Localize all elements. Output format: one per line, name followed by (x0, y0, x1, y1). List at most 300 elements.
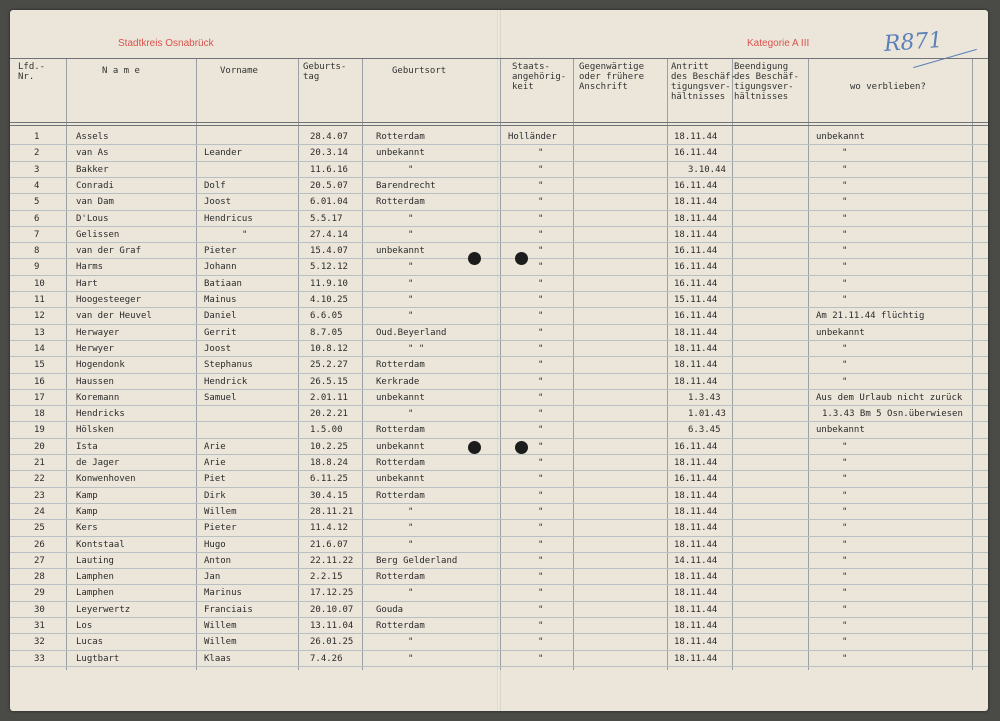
row-verblieben: unbekannt (816, 328, 865, 338)
row-geburtstag: 20.3.14 (310, 148, 348, 158)
row-antritt: 18.11.44 (674, 230, 718, 240)
row-staat: " (538, 214, 544, 224)
row-geburtsort: Rotterdam (376, 491, 425, 501)
row-name: Hart (76, 279, 98, 289)
row-number: 6 (34, 214, 40, 224)
row-geburtsort: Rotterdam (376, 360, 425, 370)
row-vorname: Hendricus (204, 214, 253, 224)
row-staat: " (538, 588, 544, 598)
row-antritt: 16.11.44 (674, 181, 718, 191)
row-name: Lamphen (76, 588, 114, 598)
row-antritt: 1.3.43 (688, 393, 721, 403)
row-geburtsort: " (408, 588, 414, 598)
row-geburtstag: 30.4.15 (310, 491, 348, 501)
row-name: Lamphen (76, 572, 114, 582)
row-number: 24 (34, 507, 45, 517)
archive-stamp: R871 (883, 27, 944, 58)
row-name: van der Heuvel (76, 311, 152, 321)
row-verblieben: " (842, 523, 848, 533)
row-geburtsort: Oud.Beyerland (376, 328, 447, 338)
row-vorname: Franciais (204, 605, 253, 615)
row-number: 26 (34, 540, 45, 550)
row-antritt: 18.11.44 (674, 507, 718, 517)
row-number: 25 (34, 523, 45, 533)
row-verblieben: " (842, 621, 848, 631)
row-number: 18 (34, 409, 45, 419)
column-divider (196, 58, 197, 670)
row-verblieben: " (842, 214, 848, 224)
row-name: Kamp (76, 507, 98, 517)
row-name: Hendricks (76, 409, 125, 419)
row-verblieben: " (842, 588, 848, 598)
row-geburtsort: Rotterdam (376, 572, 425, 582)
row-staat: " (538, 328, 544, 338)
row-geburtsort: Gouda (376, 605, 404, 615)
row-geburtstag: 17.12.25 (310, 588, 354, 598)
row-antritt: 16.11.44 (674, 262, 718, 272)
row-number: 13 (34, 328, 45, 338)
row-geburtstag: 21.6.07 (310, 540, 348, 550)
row-geburtsort: Berg Gelderland (376, 556, 458, 566)
row-vorname: Dolf (204, 181, 226, 191)
row-vorname: Willem (204, 621, 237, 631)
row-rule (10, 568, 988, 569)
row-staat: " (538, 523, 544, 533)
row-number: 19 (34, 425, 45, 435)
row-antritt: 1.01.43 (688, 409, 726, 419)
punch-hole (515, 441, 528, 454)
row-geburtsort: Kerkrade (376, 377, 420, 387)
row-name: Hogendonk (76, 360, 125, 370)
row-rule (10, 584, 988, 585)
row-geburtstag: 11.9.10 (310, 279, 348, 289)
row-number: 4 (34, 181, 40, 191)
col-header-anschrift: Gegenwärtige oder frühere Anschrift (579, 62, 645, 92)
row-geburtsort: unbekannt (376, 148, 425, 158)
col-header-lfd: Lfd.- Nr. (18, 62, 46, 82)
row-number: 21 (34, 458, 45, 468)
row-geburtsort: " (408, 637, 414, 647)
row-antritt: 15.11.44 (674, 295, 718, 305)
row-antritt: 18.11.44 (674, 621, 718, 631)
row-number: 15 (34, 360, 45, 370)
row-rule (10, 389, 988, 390)
row-geburtsort: " (408, 311, 414, 321)
row-verblieben: " (842, 165, 848, 175)
row-rule (10, 275, 988, 276)
row-staat: " (538, 262, 544, 272)
row-rule (10, 633, 988, 634)
header-left: Stadtkreis Osnabrück (118, 38, 214, 49)
row-geburtsort: " (408, 165, 414, 175)
row-geburtstag: 2.01.11 (310, 393, 348, 403)
row-staat: " (538, 442, 544, 452)
row-verblieben: " (842, 148, 848, 158)
row-number: 8 (34, 246, 40, 256)
row-rule (10, 193, 988, 194)
row-staat: " (538, 344, 544, 354)
row-antritt: 18.11.44 (674, 377, 718, 387)
row-number: 7 (34, 230, 40, 240)
row-vorname: Joost (204, 344, 232, 354)
row-geburtstag: 6.01.04 (310, 197, 348, 207)
row-verblieben: " (842, 556, 848, 566)
row-antritt: 16.11.44 (674, 311, 718, 321)
row-rule (10, 291, 988, 292)
row-number: 23 (34, 491, 45, 501)
row-vorname: Pieter (204, 246, 237, 256)
row-rule (10, 226, 988, 227)
row-number: 29 (34, 588, 45, 598)
row-verblieben: " (842, 344, 848, 354)
row-verblieben: " (842, 491, 848, 501)
row-geburtsort: unbekannt (376, 246, 425, 256)
row-geburtsort: unbekannt (376, 474, 425, 484)
row-geburtstag: 18.8.24 (310, 458, 348, 468)
row-geburtsort: Rotterdam (376, 132, 425, 142)
row-staat: " (538, 507, 544, 517)
row-verblieben: unbekannt (816, 132, 865, 142)
row-staat: " (538, 540, 544, 550)
col-header-beendigung: Beendigung des Beschäf- tigungsver- hältnisses (734, 62, 800, 102)
row-number: 2 (34, 148, 40, 158)
row-rule (10, 340, 988, 341)
row-geburtsort: Rotterdam (376, 621, 425, 631)
row-name: Hölsken (76, 425, 114, 435)
col-header-verblieben: wo verblieben? (850, 82, 926, 92)
row-geburtsort: unbekannt (376, 393, 425, 403)
row-vorname: Samuel (204, 393, 237, 403)
row-verblieben: " (842, 197, 848, 207)
row-rule (10, 454, 988, 455)
row-staat: " (538, 654, 544, 664)
row-antritt: 18.11.44 (674, 588, 718, 598)
row-antritt: 18.11.44 (674, 572, 718, 582)
row-geburtsort: unbekannt (376, 442, 425, 452)
row-vorname: Willem (204, 637, 237, 647)
row-staat: " (538, 246, 544, 256)
row-vorname: Stephanus (204, 360, 253, 370)
row-staat: " (538, 409, 544, 419)
row-number: 32 (34, 637, 45, 647)
row-verblieben: " (842, 637, 848, 647)
row-vorname: Anton (204, 556, 232, 566)
col-header-geburtsort: Geburtsort (392, 66, 447, 76)
row-geburtsort: " (408, 295, 414, 305)
row-antritt: 18.11.44 (674, 197, 718, 207)
column-divider (573, 58, 574, 670)
row-rule (10, 373, 988, 374)
row-geburtsort: " (408, 262, 414, 272)
row-geburtsort: Rotterdam (376, 458, 425, 468)
row-geburtstag: 4.10.25 (310, 295, 348, 305)
row-name: Bakker (76, 165, 109, 175)
row-number: 10 (34, 279, 45, 289)
row-number: 3 (34, 165, 40, 175)
row-name: Leyerwertz (76, 605, 131, 615)
row-rule (10, 242, 988, 243)
row-vorname: Hendrick (204, 377, 248, 387)
row-vorname: Joost (204, 197, 232, 207)
row-staat: " (538, 295, 544, 305)
row-name: Herwyer (76, 344, 114, 354)
row-geburtstag: 8.7.05 (310, 328, 343, 338)
row-number: 1 (34, 132, 40, 142)
row-verblieben: " (842, 262, 848, 272)
row-geburtstag: 20.10.07 (310, 605, 354, 615)
row-geburtstag: 13.11.04 (310, 621, 354, 631)
row-verblieben: " (842, 279, 848, 289)
row-antritt: 16.11.44 (674, 148, 718, 158)
row-geburtstag: 15.4.07 (310, 246, 348, 256)
row-rule (10, 177, 988, 178)
row-geburtstag: 6.6.05 (310, 311, 343, 321)
row-staat: " (538, 425, 544, 435)
row-staat: " (538, 491, 544, 501)
row-name: Lugtbart (76, 654, 120, 664)
row-geburtsort: " (408, 214, 414, 224)
row-antritt: 18.11.44 (674, 605, 718, 615)
row-name: D'Lous (76, 214, 109, 224)
row-name: Hoogesteeger (76, 295, 142, 305)
row-antritt: 18.11.44 (674, 540, 718, 550)
row-verblieben: " (842, 458, 848, 468)
row-staat: Holländer (508, 132, 557, 142)
row-staat: " (538, 474, 544, 484)
row-geburtsort: " (408, 523, 414, 533)
row-verblieben: Aus dem Urlaub nicht zurück (816, 393, 963, 403)
row-rule (10, 161, 988, 162)
row-antritt: 16.11.44 (674, 442, 718, 452)
row-vorname: Klaas (204, 654, 232, 664)
row-rule (10, 552, 988, 553)
row-name: Ista (76, 442, 98, 452)
row-number: 20 (34, 442, 45, 452)
row-staat: " (538, 556, 544, 566)
row-verblieben: " (842, 572, 848, 582)
row-rule (10, 617, 988, 618)
row-geburtstag: 2.2.15 (310, 572, 343, 582)
row-verblieben: " (842, 654, 848, 664)
row-verblieben: " (842, 474, 848, 484)
row-verblieben: 1.3.43 Bm 5 Osn.überwiesen (822, 409, 963, 419)
row-name: Konwenhoven (76, 474, 136, 484)
row-staat: " (538, 605, 544, 615)
row-number: 30 (34, 605, 45, 615)
column-divider (732, 58, 733, 670)
punch-hole (468, 441, 481, 454)
row-name: Kontstaal (76, 540, 125, 550)
col-header-name: N a m e (102, 66, 140, 76)
row-antritt: 18.11.44 (674, 360, 718, 370)
row-rule (10, 519, 988, 520)
col-header-staat: Staats- angehörig- keit (512, 62, 567, 92)
row-antritt: 18.11.44 (674, 523, 718, 533)
row-staat: " (538, 572, 544, 582)
row-staat: " (538, 377, 544, 387)
punch-hole (468, 252, 481, 265)
row-staat: " (538, 181, 544, 191)
row-staat: " (538, 230, 544, 240)
row-geburtstag: 28.11.21 (310, 507, 354, 517)
row-vorname: Willem (204, 507, 237, 517)
row-antritt: 18.11.44 (674, 654, 718, 664)
row-number: 31 (34, 621, 45, 631)
row-staat: " (538, 637, 544, 647)
row-vorname: Batiaan (204, 279, 242, 289)
row-vorname: Mainus (204, 295, 237, 305)
row-rule (10, 307, 988, 308)
row-geburtstag: 20.5.07 (310, 181, 348, 191)
row-name: de Jager (76, 458, 120, 468)
row-rule (10, 470, 988, 471)
row-geburtstag: 26.01.25 (310, 637, 354, 647)
row-name: Lauting (76, 556, 114, 566)
row-number: 17 (34, 393, 45, 403)
row-geburtstag: 7.4.26 (310, 654, 343, 664)
row-verblieben: " (842, 360, 848, 370)
row-name: Harms (76, 262, 104, 272)
row-rule (10, 324, 988, 325)
row-vorname: Marinus (204, 588, 242, 598)
row-geburtsort: " (408, 279, 414, 289)
row-geburtstag: 5.12.12 (310, 262, 348, 272)
column-divider (66, 58, 67, 670)
row-rule (10, 405, 988, 406)
row-number: 5 (34, 197, 40, 207)
row-name: Haussen (76, 377, 114, 387)
row-vorname: Johann (204, 262, 237, 272)
row-rule (10, 601, 988, 602)
row-antritt: 16.11.44 (674, 474, 718, 484)
row-number: 9 (34, 262, 40, 272)
row-name: Gelissen (76, 230, 120, 240)
row-number: 11 (34, 295, 45, 305)
row-name: Conradi (76, 181, 114, 191)
row-rule (10, 487, 988, 488)
row-geburtsort: " (408, 507, 414, 517)
column-divider (972, 58, 973, 670)
row-antritt: 18.11.44 (674, 637, 718, 647)
row-antritt: 3.10.44 (688, 165, 726, 175)
row-verblieben: " (842, 295, 848, 305)
row-geburtstag: 11.6.16 (310, 165, 348, 175)
header-rule (10, 122, 988, 123)
row-antritt: 18.11.44 (674, 214, 718, 224)
row-geburtstag: 10.8.12 (310, 344, 348, 354)
row-geburtstag: 22.11.22 (310, 556, 354, 566)
row-geburtsort: " (408, 654, 414, 664)
col-header-vorname: Vorname (220, 66, 258, 76)
row-vorname: Dirk (204, 491, 226, 501)
row-staat: " (538, 360, 544, 370)
row-geburtsort: " (408, 409, 414, 419)
row-number: 33 (34, 654, 45, 664)
row-name: Los (76, 621, 93, 631)
row-geburtstag: 11.4.12 (310, 523, 348, 533)
document-sheet (10, 10, 988, 711)
row-name: Lucas (76, 637, 104, 647)
row-geburtstag: 10.2.25 (310, 442, 348, 452)
row-vorname: Leander (204, 148, 242, 158)
row-verblieben: unbekannt (816, 425, 865, 435)
row-antritt: 6.3.45 (688, 425, 721, 435)
row-rule (10, 536, 988, 537)
row-verblieben: Am 21.11.44 flüchtig (816, 311, 925, 321)
header-rule (10, 58, 988, 59)
row-verblieben: " (842, 507, 848, 517)
row-rule (10, 666, 988, 667)
row-rule (10, 144, 988, 145)
row-verblieben: " (842, 442, 848, 452)
header-right: Kategorie A III (747, 38, 810, 49)
row-antritt: 18.11.44 (674, 344, 718, 354)
row-name: van Dam (76, 197, 114, 207)
row-verblieben: " (842, 377, 848, 387)
row-vorname: Jan (204, 572, 221, 582)
row-staat: " (538, 393, 544, 403)
row-name: Assels (76, 132, 109, 142)
row-staat: " (538, 148, 544, 158)
column-divider (667, 58, 668, 670)
row-name: Kers (76, 523, 98, 533)
row-number: 28 (34, 572, 45, 582)
punch-hole (515, 252, 528, 265)
row-rule (10, 650, 988, 651)
row-rule (10, 438, 988, 439)
row-vorname: Hugo (204, 540, 226, 550)
row-number: 12 (34, 311, 45, 321)
row-vorname: Piet (204, 474, 226, 484)
row-geburtsort: Rotterdam (376, 425, 425, 435)
row-number: 22 (34, 474, 45, 484)
row-geburtsort: " (408, 540, 414, 550)
row-name: Kamp (76, 491, 98, 501)
row-staat: " (538, 311, 544, 321)
row-verblieben: " (842, 230, 848, 240)
row-verblieben: " (842, 246, 848, 256)
row-geburtstag: 20.2.21 (310, 409, 348, 419)
row-staat: " (538, 165, 544, 175)
col-header-antritt: Antritt des Beschäf- tigungsver- hältnisses (671, 62, 737, 102)
row-vorname: Arie (204, 442, 226, 452)
row-number: 14 (34, 344, 45, 354)
row-staat: " (538, 621, 544, 631)
row-geburtstag: 26.5.15 (310, 377, 348, 387)
col-header-geburtstag: Geburts- tag (303, 62, 347, 82)
row-staat: " (538, 197, 544, 207)
row-name: van As (76, 148, 109, 158)
header-rule (10, 125, 988, 126)
row-rule (10, 421, 988, 422)
row-vorname: " (242, 230, 248, 240)
row-verblieben: " (842, 540, 848, 550)
row-antritt: 18.11.44 (674, 328, 718, 338)
row-antritt: 18.11.44 (674, 458, 718, 468)
row-rule (10, 258, 988, 259)
row-staat: " (538, 279, 544, 289)
row-staat: " (538, 458, 544, 468)
row-geburtsort: " (408, 230, 414, 240)
row-antritt: 18.11.44 (674, 491, 718, 501)
row-name: Herwayer (76, 328, 120, 338)
row-geburtsort: " " (408, 344, 425, 354)
row-rule (10, 503, 988, 504)
row-antritt: 18.11.44 (674, 132, 718, 142)
row-geburtstag: 1.5.00 (310, 425, 343, 435)
row-geburtstag: 25.2.27 (310, 360, 348, 370)
row-number: 16 (34, 377, 45, 387)
